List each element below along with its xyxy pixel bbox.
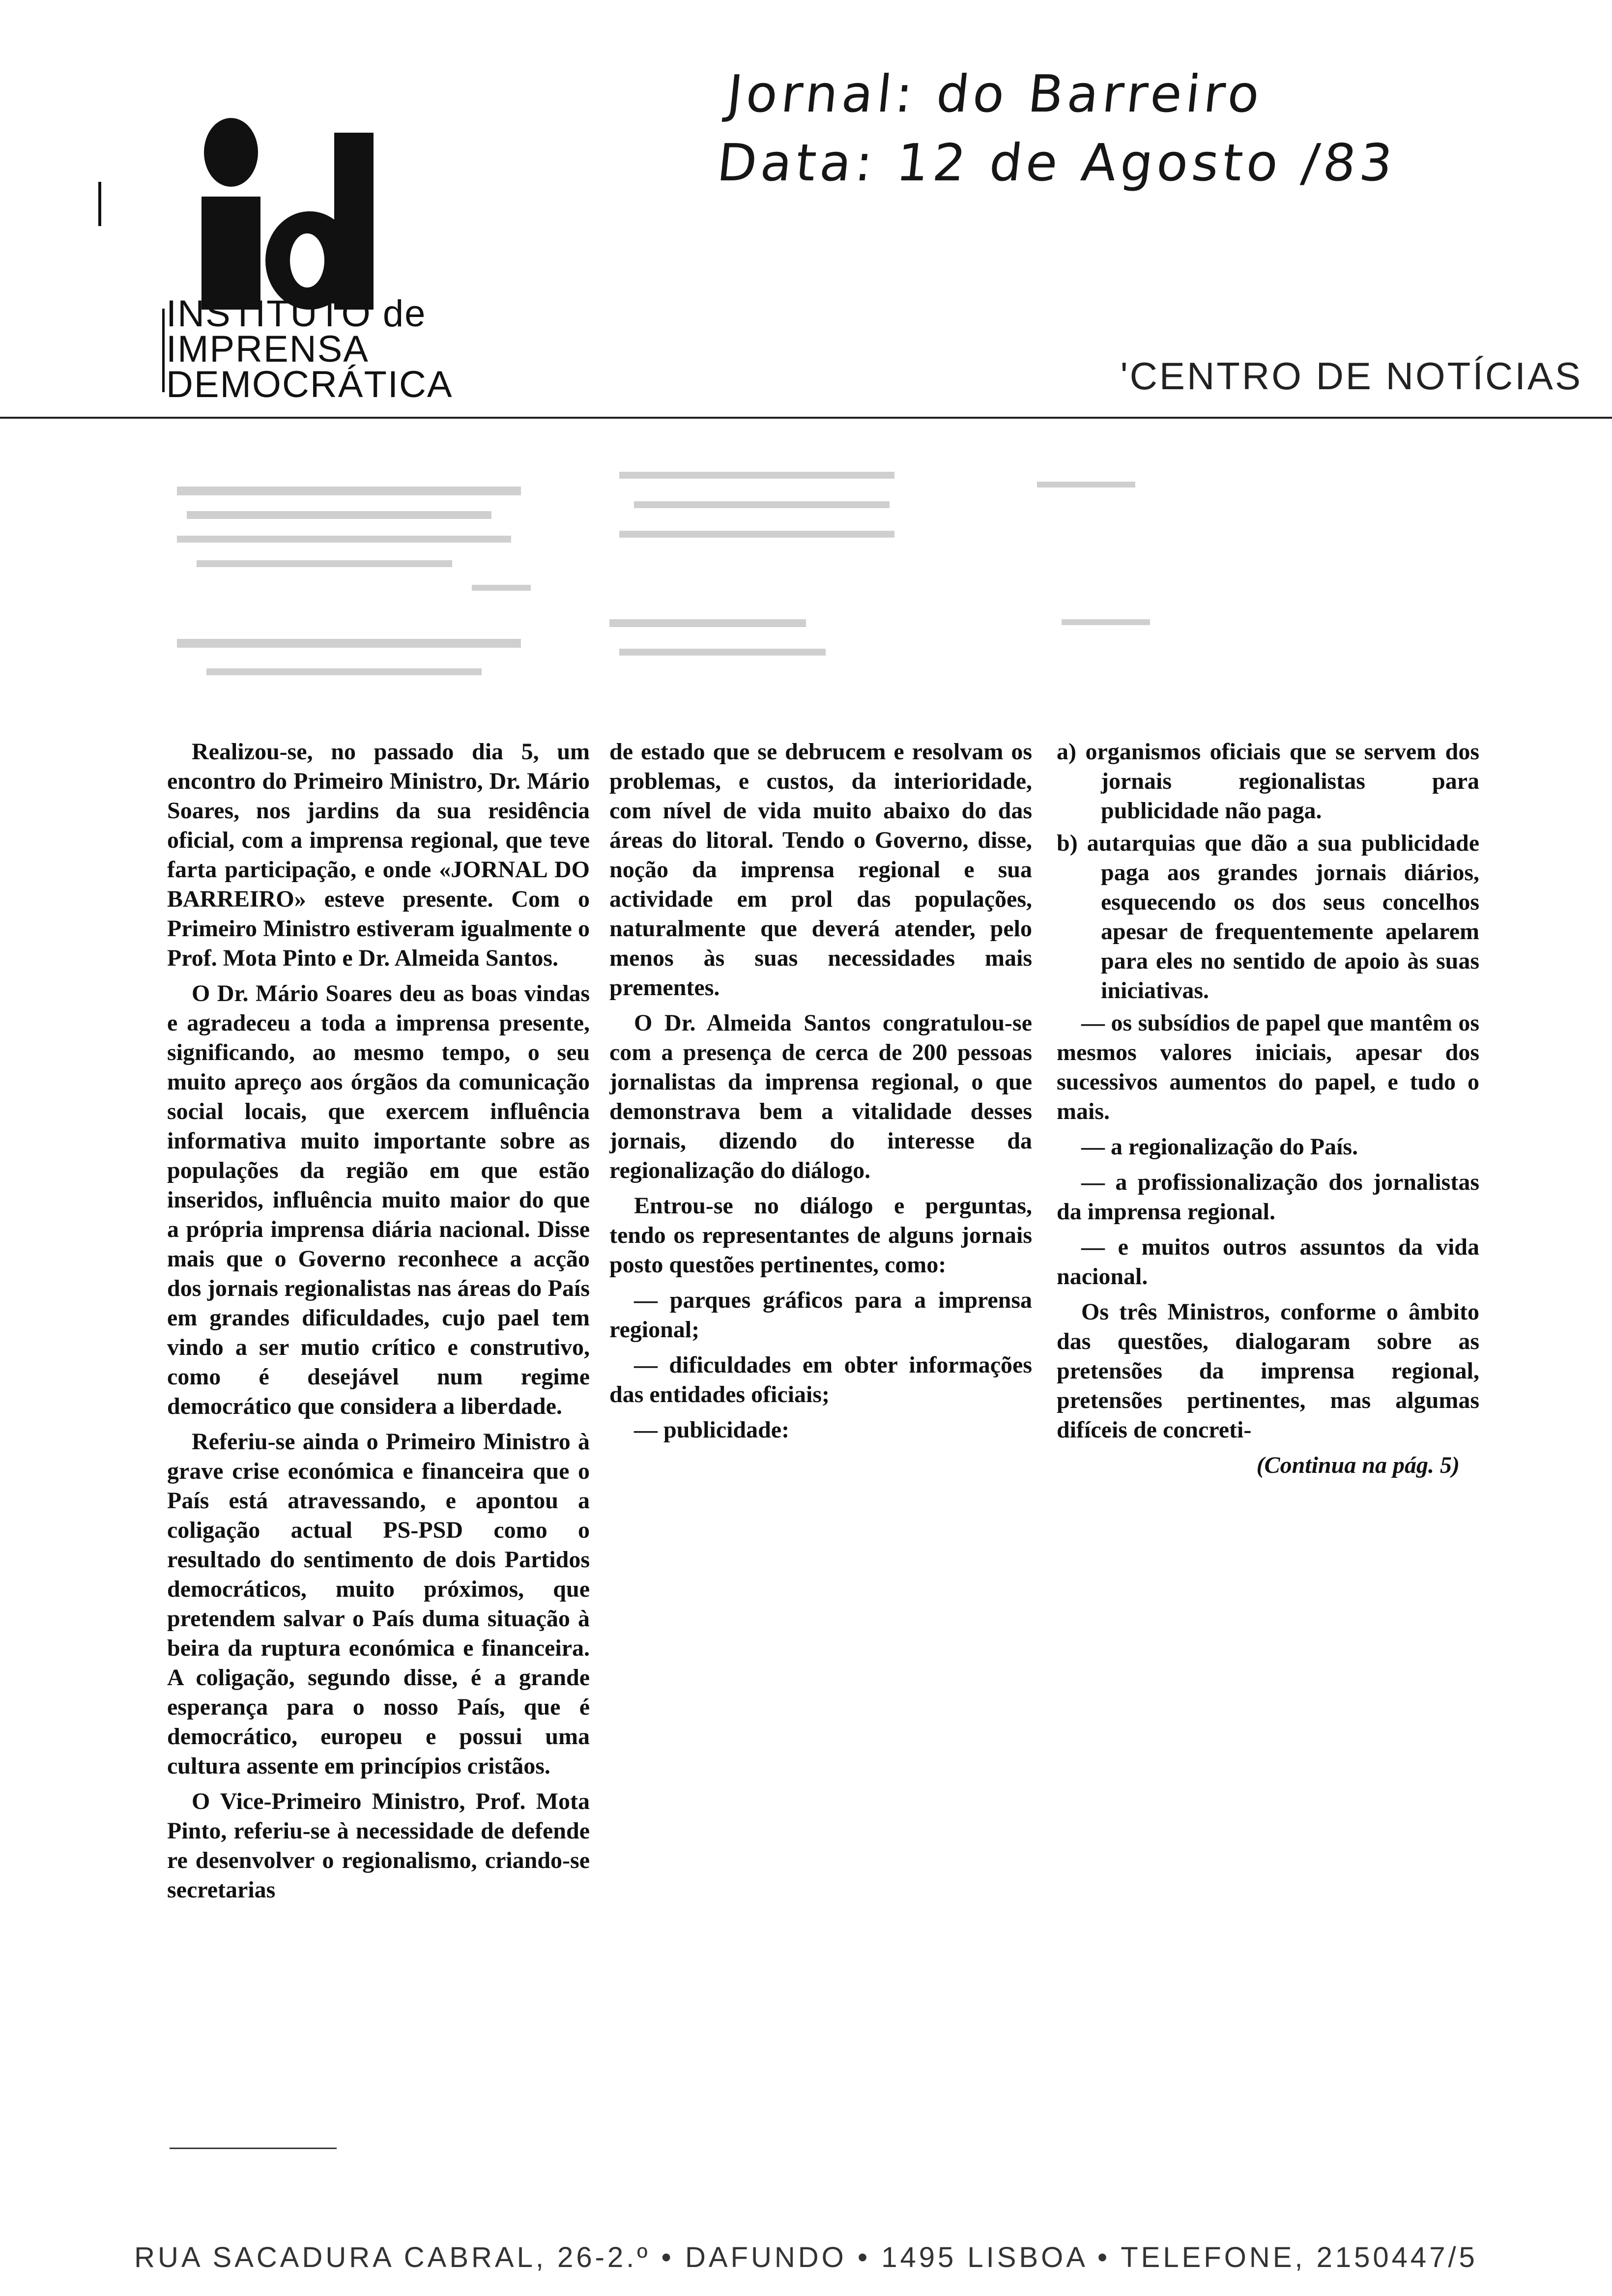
paragraph: Entrou-se no diálogo e perguntas, tendo os representantes de alguns jornais posto questões pertinentes, como: xyxy=(609,1193,1032,1278)
article-column-2 xyxy=(609,737,1032,1451)
list-item: — publicidade: xyxy=(634,1417,790,1443)
list-item: — a regionalização do País. xyxy=(1081,1134,1358,1160)
handwritten-journal-note: Jornal: do Barreiro xyxy=(724,64,1267,124)
paragraph: O Dr. Mário Soares deu as boas vindas e agradeceu a toda a imprensa presente, significando, ao mesmo tempo, o seu muito apreço aos órgãos da comunicação social locais, que exercem influência informativa muito importante sobre as populações da região em que estão inseridos, influência muito maior do que a própria imprensa diária nacional. Disse mais que o Governo reconhece a acção dos jornais regionalistas nas áreas do País em grandes dificuldades, cujo pael tem vindo a ser mutio crítico e construtivo, como é desejável num regime democrático que considera a liberdade. xyxy=(167,980,590,1419)
header-divider xyxy=(0,417,1612,419)
paragraph: Referiu-se ainda o Primeiro Ministro à grave crise económica e financeira que o País está atravessando, e apontou a coligação actual PS-PSD como o resultado do sentimento de dois Partidos democráticos, muito próximos, que pretendem salvar o País duma situação à beira da ruptura económica e financeira. A coligação, segundo disse, é a grande esperança para o nosso País, que é democrático, europeu e possui uma cultura assente em princípios cristãos. xyxy=(167,1429,590,1779)
section-title: 'CENTRO DE NOTÍCIAS xyxy=(1120,354,1583,398)
paragraph: de estado que se debrucem e resolvam os problemas, e custos, da interioridade, com nível de vida muito abaixo do das áreas do litoral. Tendo o Governo, disse, noção da imprensa regional e sua actividade em prol das populações, naturalmente que deverá atender, pelo menos às suas necessidades mais prementes. xyxy=(609,739,1032,1001)
article-column-3 xyxy=(1057,737,1479,1480)
paragraph: O Dr. Almeida Santos congratulou-se com a presença de cerca de 200 pessoas jornalistas da imprensa regional, o que demonstrava bem a vitalidade desses jornais, dizendo do interesse da regionalização do diálogo. xyxy=(609,1010,1032,1183)
logo-bracket xyxy=(162,309,171,392)
list-item: b) autarquias que dão a sua publicidade paga aos grandes jornais diários, esquecendo os dos seus concelhos apesar de frequentemente apelarem para eles no sentido de apoio às suas iniciativas. xyxy=(1057,830,1479,1004)
paragraph: O Vice-Primeiro Ministro, Prof. Mota Pinto, referiu-se à necessidade de defende re desenvolver o regionalismo, criando-se secretarias xyxy=(167,1788,590,1903)
address-footer: RUA SACADURA CABRAL, 26-2.º • DAFUNDO • 1495 LISBOA • TELEFONE, 2150447/5 xyxy=(134,2241,1478,2273)
column-end-rule xyxy=(170,2148,337,2149)
list-item: a) organismos oficiais que se servem dos jornais regionalistas para publicidade não paga. xyxy=(1057,739,1479,824)
list-item: — os subsídios de papel que mantêm os mesmos valores iniciais, apesar dos sucessivos aumentos do papel, e tudo o mais. xyxy=(1057,1010,1479,1124)
margin-mark xyxy=(98,182,101,226)
id-logo-icon xyxy=(172,113,378,319)
list-item: — a profissionalização dos jornalistas da imprensa regional. xyxy=(1057,1169,1479,1225)
paragraph: Realizou-se, no passado dia 5, um encontro do Primeiro Ministro, Dr. Mário Soares, nos jardins da sua residência oficial, com a imprensa regional, que teve farta participação, e onde «JORNAL DO BARREIRO» esteve presente. Com o Primeiro Ministro estiveram igualmente o Prof. Mota Pinto e Dr. Almeida Santos. xyxy=(167,739,590,971)
paragraph: Os três Ministros, conforme o âmbito das questões, dialogaram sobre as pretensões da imprensa regional, pretensões pertinentes, mas algumas difíceis de concreti- xyxy=(1057,1299,1479,1443)
continued-note: (Continua na pág. 5) xyxy=(1256,1452,1460,1478)
handwritten-date-note: Data: 12 de Agosto /83 xyxy=(714,133,1400,193)
list-item: — e muitos outros assuntos da vida nacional. xyxy=(1057,1234,1479,1290)
article-column-1 xyxy=(167,737,590,1911)
logo-line-1: INSTITUTO de xyxy=(166,293,427,335)
logo-line-3: DEMOCRÁTICA xyxy=(166,364,453,405)
list-item: — parques gráficos para a imprensa regional; xyxy=(609,1287,1032,1343)
list-item: — dificuldades em obter informações das entidades oficiais; xyxy=(609,1352,1032,1407)
faded-headline-area xyxy=(177,472,1307,727)
logo-line-2: IMPRENSA xyxy=(166,328,369,370)
